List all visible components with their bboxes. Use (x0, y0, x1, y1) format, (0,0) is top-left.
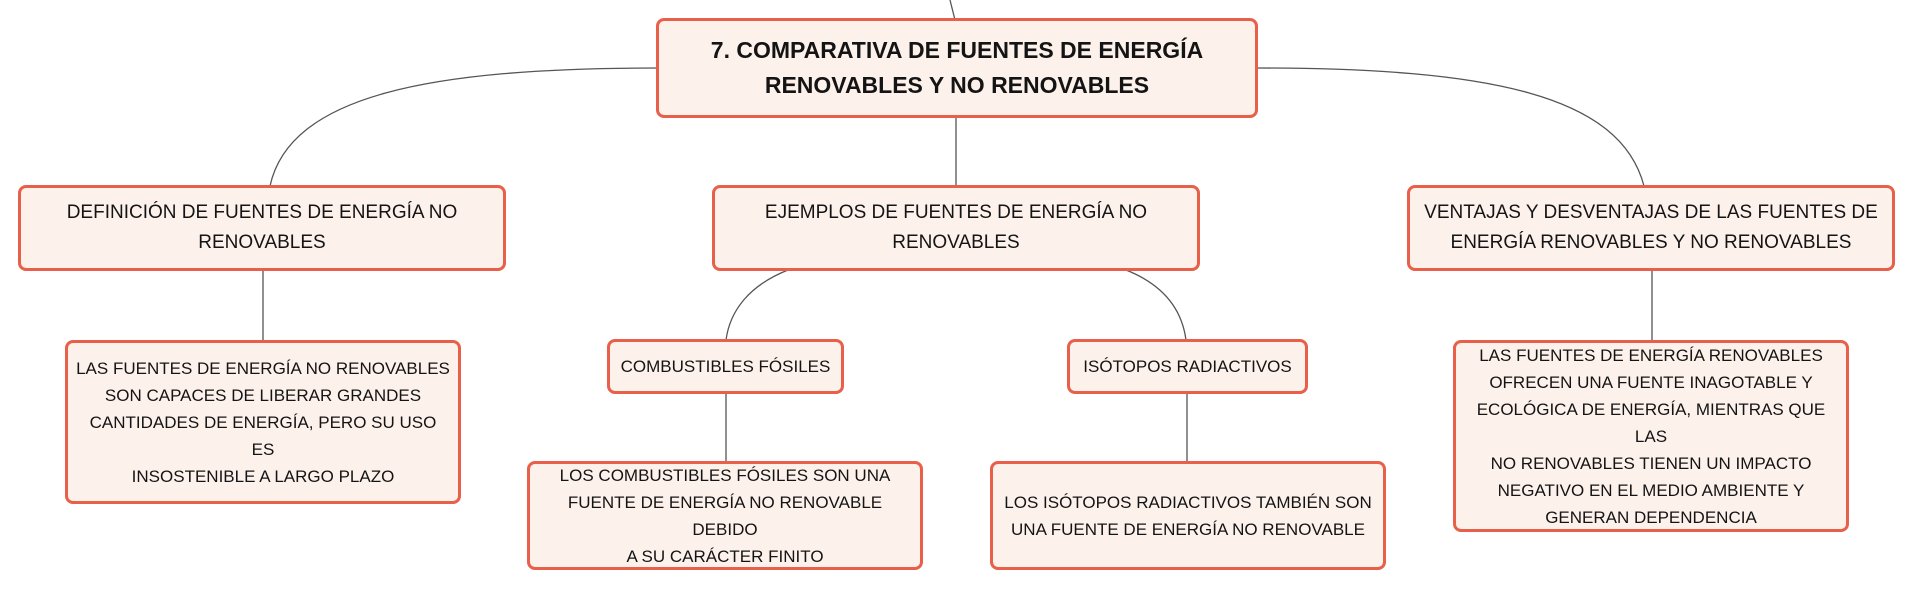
topic-ventajas[interactable] (1407, 185, 1895, 271)
detail-combustibles-line-1: LOS COMBUSTIBLES FÓSILES SON UNA (559, 465, 891, 485)
subtopic-combustibles-fosiles[interactable] (607, 339, 844, 394)
connector-ejemplos-to-combustibles (726, 270, 788, 340)
topic-ejemplos[interactable] (712, 185, 1200, 271)
detail-ventajas-line-2: OFRECEN UNA FUENTE INAGOTABLE Y (1489, 372, 1813, 392)
detail-ventajas[interactable] (1453, 340, 1849, 532)
connector-root-to-ventajas (1256, 68, 1644, 186)
topic-definicion-line-2: RENOVABLES (198, 232, 326, 253)
topic-ventajas-line-2: ENERGÍA RENOVABLES Y NO RENOVABLES (1450, 232, 1852, 253)
connector-parent-to-root (950, 0, 955, 20)
detail-ventajas-line-1: LAS FUENTES DE ENERGÍA RENOVABLES (1479, 345, 1823, 365)
connector-root-to-definicion (270, 68, 658, 186)
subtopic-isotopos-radiactivos-label: ISÓTOPOS RADIACTIVOS (1083, 356, 1292, 376)
detail-combustibles-line-2: FUENTE DE ENERGÍA NO RENOVABLE DEBIDO (567, 492, 883, 539)
detail-isotopos-line-1: LOS ISÓTOPOS RADIACTIVOS TAMBIÉN SON (1004, 492, 1372, 512)
detail-ventajas-line-4: NO RENOVABLES TIENEN UN IMPACTO (1490, 453, 1812, 473)
detail-definicion-line-2: SON CAPACES DE LIBERAR GRANDES (104, 385, 422, 405)
central-topic[interactable] (656, 18, 1258, 118)
detail-combustibles-fosiles[interactable] (527, 461, 923, 570)
subtopic-isotopos-radiactivos[interactable] (1067, 339, 1308, 394)
detail-ventajas-line-6: GENERAN DEPENDENCIA (1545, 507, 1757, 527)
detail-definicion[interactable] (65, 340, 461, 504)
topic-definicion[interactable] (18, 185, 506, 271)
detail-ventajas-line-3: ECOLÓGICA DE ENERGÍA, MIENTRAS QUE LAS (1476, 399, 1826, 446)
topic-ejemplos-line-2: RENOVABLES (892, 232, 1020, 253)
central-topic-line-2: RENOVABLES Y NO RENOVABLES (764, 72, 1150, 98)
detail-definicion-line-1: LAS FUENTES DE ENERGÍA NO RENOVABLES (76, 358, 450, 378)
detail-isotopos-line-2: UNA FUENTE DE ENERGÍA NO RENOVABLE (1011, 519, 1365, 539)
subtopic-combustibles-fosiles-label: COMBUSTIBLES FÓSILES (620, 356, 831, 376)
detail-definicion-line-4: INSOSTENIBLE A LARGO PLAZO (131, 466, 395, 486)
detail-definicion-line-3: CANTIDADES DE ENERGÍA, PERO SU USO ES (89, 412, 437, 459)
detail-ventajas-line-5: NEGATIVO EN EL MEDIO AMBIENTE Y (1497, 480, 1805, 500)
topic-definicion-line-1: DEFINICIÓN DE FUENTES DE ENERGÍA NO (66, 202, 458, 223)
topic-ejemplos-line-1: EJEMPLOS DE FUENTES DE ENERGÍA NO (764, 202, 1148, 223)
topic-ventajas-line-1: VENTAJAS Y DESVENTAJAS DE LAS FUENTES DE (1424, 202, 1878, 223)
connector-ejemplos-to-isotopos (1126, 270, 1186, 340)
detail-combustibles-line-3: A SU CARÁCTER FINITO (626, 546, 824, 566)
detail-isotopos-radiactivos[interactable] (990, 461, 1386, 570)
central-topic-line-1: 7. COMPARATIVA DE FUENTES DE ENERGÍA (710, 37, 1204, 63)
